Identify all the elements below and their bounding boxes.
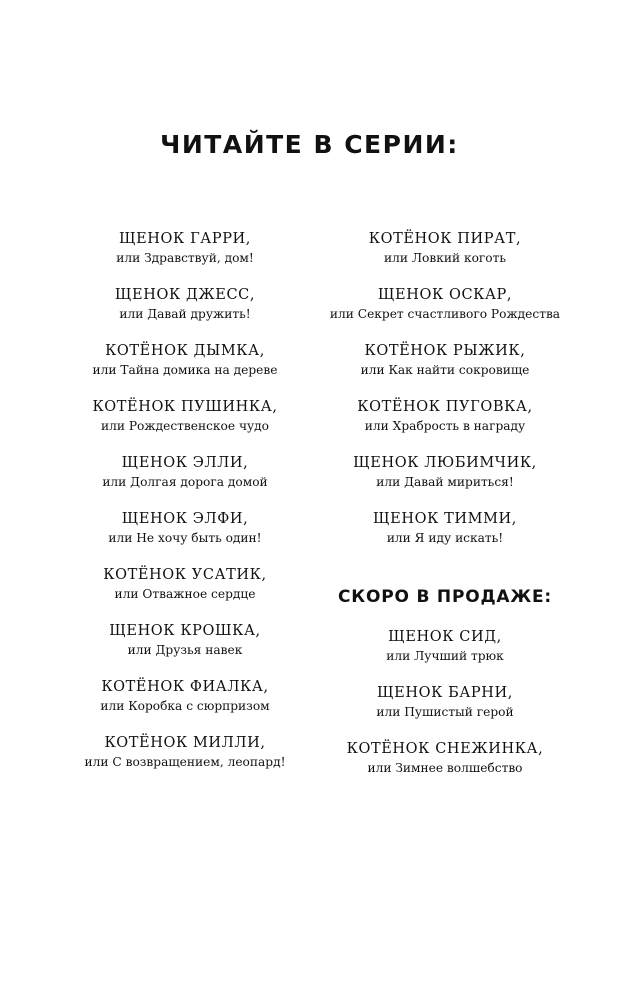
book-title: ЩЕНОК ЛЮБИМЧИК, [353, 455, 537, 471]
list-item [40, 229, 330, 285]
book-title: ЩЕНОК ДЖЕСС, [114, 287, 256, 303]
book-subtitle: или Долгая дорога домой [102, 475, 268, 489]
book-title: КОТЁНОК УСАТИК, [103, 567, 267, 583]
list-item [300, 683, 590, 739]
book-subtitle: или Отважное сердце [114, 587, 256, 601]
book-subtitle: или Друзья навек [127, 643, 243, 657]
list-item [300, 627, 590, 683]
list-item [40, 453, 330, 509]
book-subtitle: или Не хочу быть один! [108, 531, 262, 545]
book-subtitle: или Зимнее волшебство [367, 761, 523, 775]
book-title: ЩЕНОК БАРНИ, [377, 685, 513, 701]
book-title: ЩЕНОК СИД, [388, 629, 502, 645]
list-item [300, 285, 590, 341]
book-subtitle: или Пушистый герой [376, 705, 514, 719]
book-title: ЩЕНОК КРОШКА, [109, 623, 261, 639]
book-title: КОТЁНОК ФИАЛКА, [101, 679, 269, 695]
book-title: ЩЕНОК ГАРРИ, [118, 231, 252, 247]
list-item [40, 677, 330, 733]
book-title: КОТЁНОК ДЫМКА, [105, 343, 265, 359]
book-list-left [40, 229, 330, 789]
book-subtitle: или Коробка с сюрпризом [100, 699, 270, 713]
book-title: ЩЕНОК ЭЛЛИ, [121, 455, 249, 471]
list-item [40, 397, 330, 453]
book-subtitle: или Здравствуй, дом! [116, 251, 254, 265]
list-item [300, 453, 590, 509]
book-title: КОТЁНОК МИЛЛИ, [104, 735, 266, 751]
book-title: ЩЕНОК ТИММИ, [373, 511, 517, 527]
book-title: КОТЁНОК СНЕЖИНКА, [346, 741, 544, 757]
book-subtitle: или Ловкий коготь [383, 251, 507, 265]
book-title: КОТЁНОК РЫЖИК, [364, 343, 526, 359]
book-subtitle: или Я иду искать! [386, 531, 504, 545]
list-item [40, 733, 330, 789]
list-item [300, 229, 590, 285]
book-title: КОТЁНОК ПУГОВКА, [357, 399, 533, 415]
book-subtitle: или Давай мириться! [376, 475, 514, 489]
book-list-right [300, 229, 590, 565]
book-subtitle: или Храбрость в награду [364, 419, 526, 433]
list-item [40, 565, 330, 621]
book-subtitle: или Давай дружить! [119, 307, 251, 321]
book-subtitle: или Как найти сокровище [360, 363, 530, 377]
list-item [300, 509, 590, 565]
book-subtitle: или С возвращением, леопард! [84, 755, 286, 769]
book-title: ЩЕНОК ЭЛФИ, [121, 511, 249, 527]
book-subtitle: или Тайна домика на дереве [92, 363, 278, 377]
list-item [300, 397, 590, 453]
coming-soon-list [300, 627, 590, 795]
book-title: КОТЁНОК ПИРАТ, [368, 231, 522, 247]
list-item [40, 285, 330, 341]
coming-soon-heading: СКОРО В ПРОДАЖЕ: [338, 587, 552, 607]
list-item [40, 341, 330, 397]
book-title: ЩЕНОК ОСКАР, [377, 287, 513, 303]
list-item [40, 621, 330, 677]
list-item [300, 739, 590, 795]
list-item [40, 509, 330, 565]
book-subtitle: или Секрет счастливого Рождества [329, 307, 561, 321]
book-title: КОТЁНОК ПУШИНКА, [92, 399, 278, 415]
list-item [300, 341, 590, 397]
page-title: ЧИТАЙТЕ В СЕРИИ: [160, 130, 459, 159]
book-subtitle: или Рождественское чудо [100, 419, 270, 433]
book-subtitle: или Лучший трюк [386, 649, 504, 663]
